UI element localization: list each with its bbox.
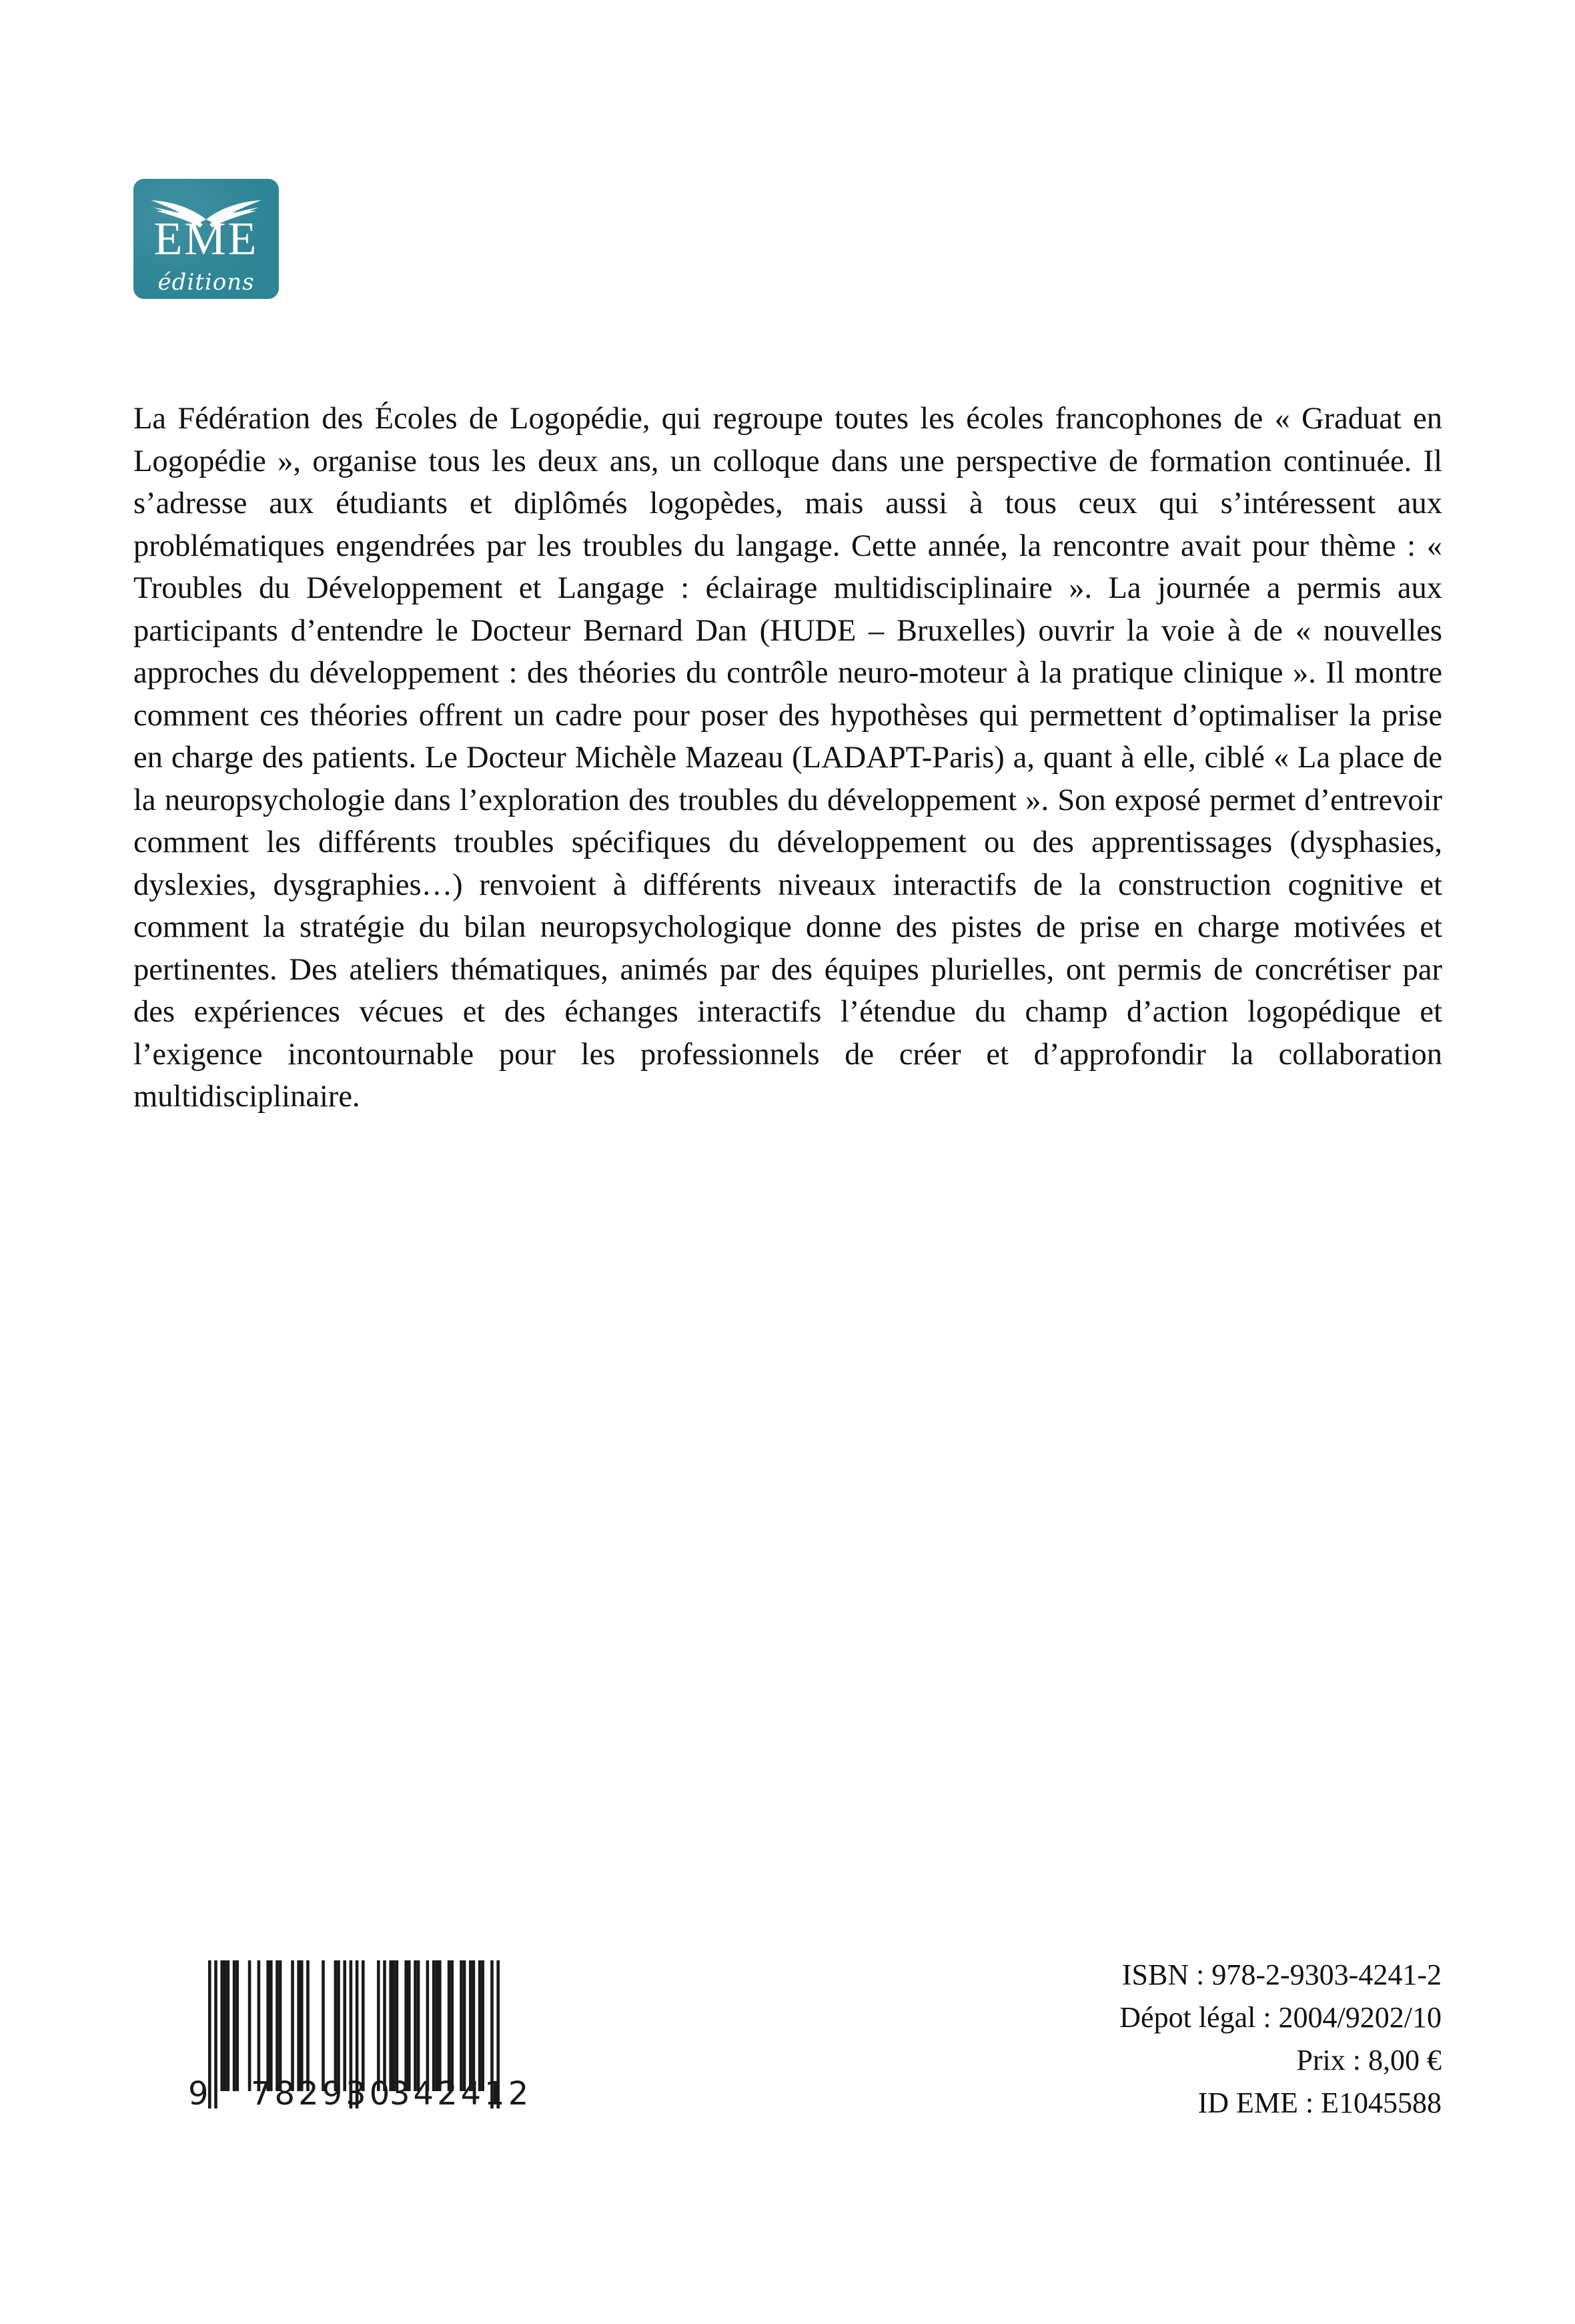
ean13-barcode (176, 1948, 550, 2115)
eme-id-line: ID EME : E1045588 (1197, 2086, 1442, 2119)
logo-wordmark: EME (153, 214, 259, 265)
legal-deposit-line: Dépot légal : 2004/9202/10 (1119, 2001, 1442, 2034)
cover-footer (133, 1948, 1442, 2189)
logo-tile (133, 179, 279, 299)
blurb-paragraph: La Fédération des Écoles de Logopédie, qui regroupe toutes les écoles francophones de « Graduat en Logopédie », organise tous les deux ans, un colloque dans une perspective de formation continuée. Il s’adresse aux étudiants et diplômés logopèdes, mais aussi à tous ceux qui s’intéressent aux problématiques engendrées par les troubles du langage. Cette année, la rencontre avait pour thème : « Troubles du Développement et Langage : éclairage multidisciplinaire ». La journée a permis aux participants d’entendre le Docteur Bernard Dan (HUDE – Bruxelles) ouvrir la voie à de « nouvelles approches du développement : des théories du contrôle neuro-moteur à la pratique clinique ». Il montre comment ces théories offrent un cadre pour poser des hypothèses qui permettent d’optimaliser la prise en charge des patients. Le Docteur Michèle Mazeau (LADAPT-Paris) a, quant à elle, ciblé « La place de la neuropsychologie dans l’exploration des troubles du développement ». Son exposé permet d’entrevoir comment les différents troubles spécifiques du développement ou des apprentissages (dysphasies, dyslexies, dysgraphies…) renvoient à différents niveaux interactifs de la construction cognitive et comment la stratégie du bilan neuropsychologique donne des pistes de prise en charge motivées et pertinentes. Des ateliers thématiques, animés par des équipes plurielles, ont permis de concrétiser par des expériences vécues et des échanges interactifs l’étendue du champ d’action logopédique et l’exigence incontournable pour les professionnels de créer et d’approfondir la collaboration multidisciplinaire. (133, 402, 1442, 1114)
barcode-icon (176, 1948, 550, 2115)
price-line: Prix : 8,00 € (1296, 2044, 1442, 2076)
isbn-line: ISBN : 978-2-9303-4241-2 (1121, 1958, 1442, 1991)
back-cover-blurb (133, 398, 1442, 1118)
logo-subtitle: éditions (157, 269, 255, 296)
svg-text:9: 9 (188, 2075, 209, 2112)
imprint-block (841, 1954, 1442, 2124)
publisher-logo (133, 179, 279, 299)
svg-text:782930: 782930 (251, 2075, 394, 2112)
svg-text:342412: 342412 (390, 2075, 532, 2112)
